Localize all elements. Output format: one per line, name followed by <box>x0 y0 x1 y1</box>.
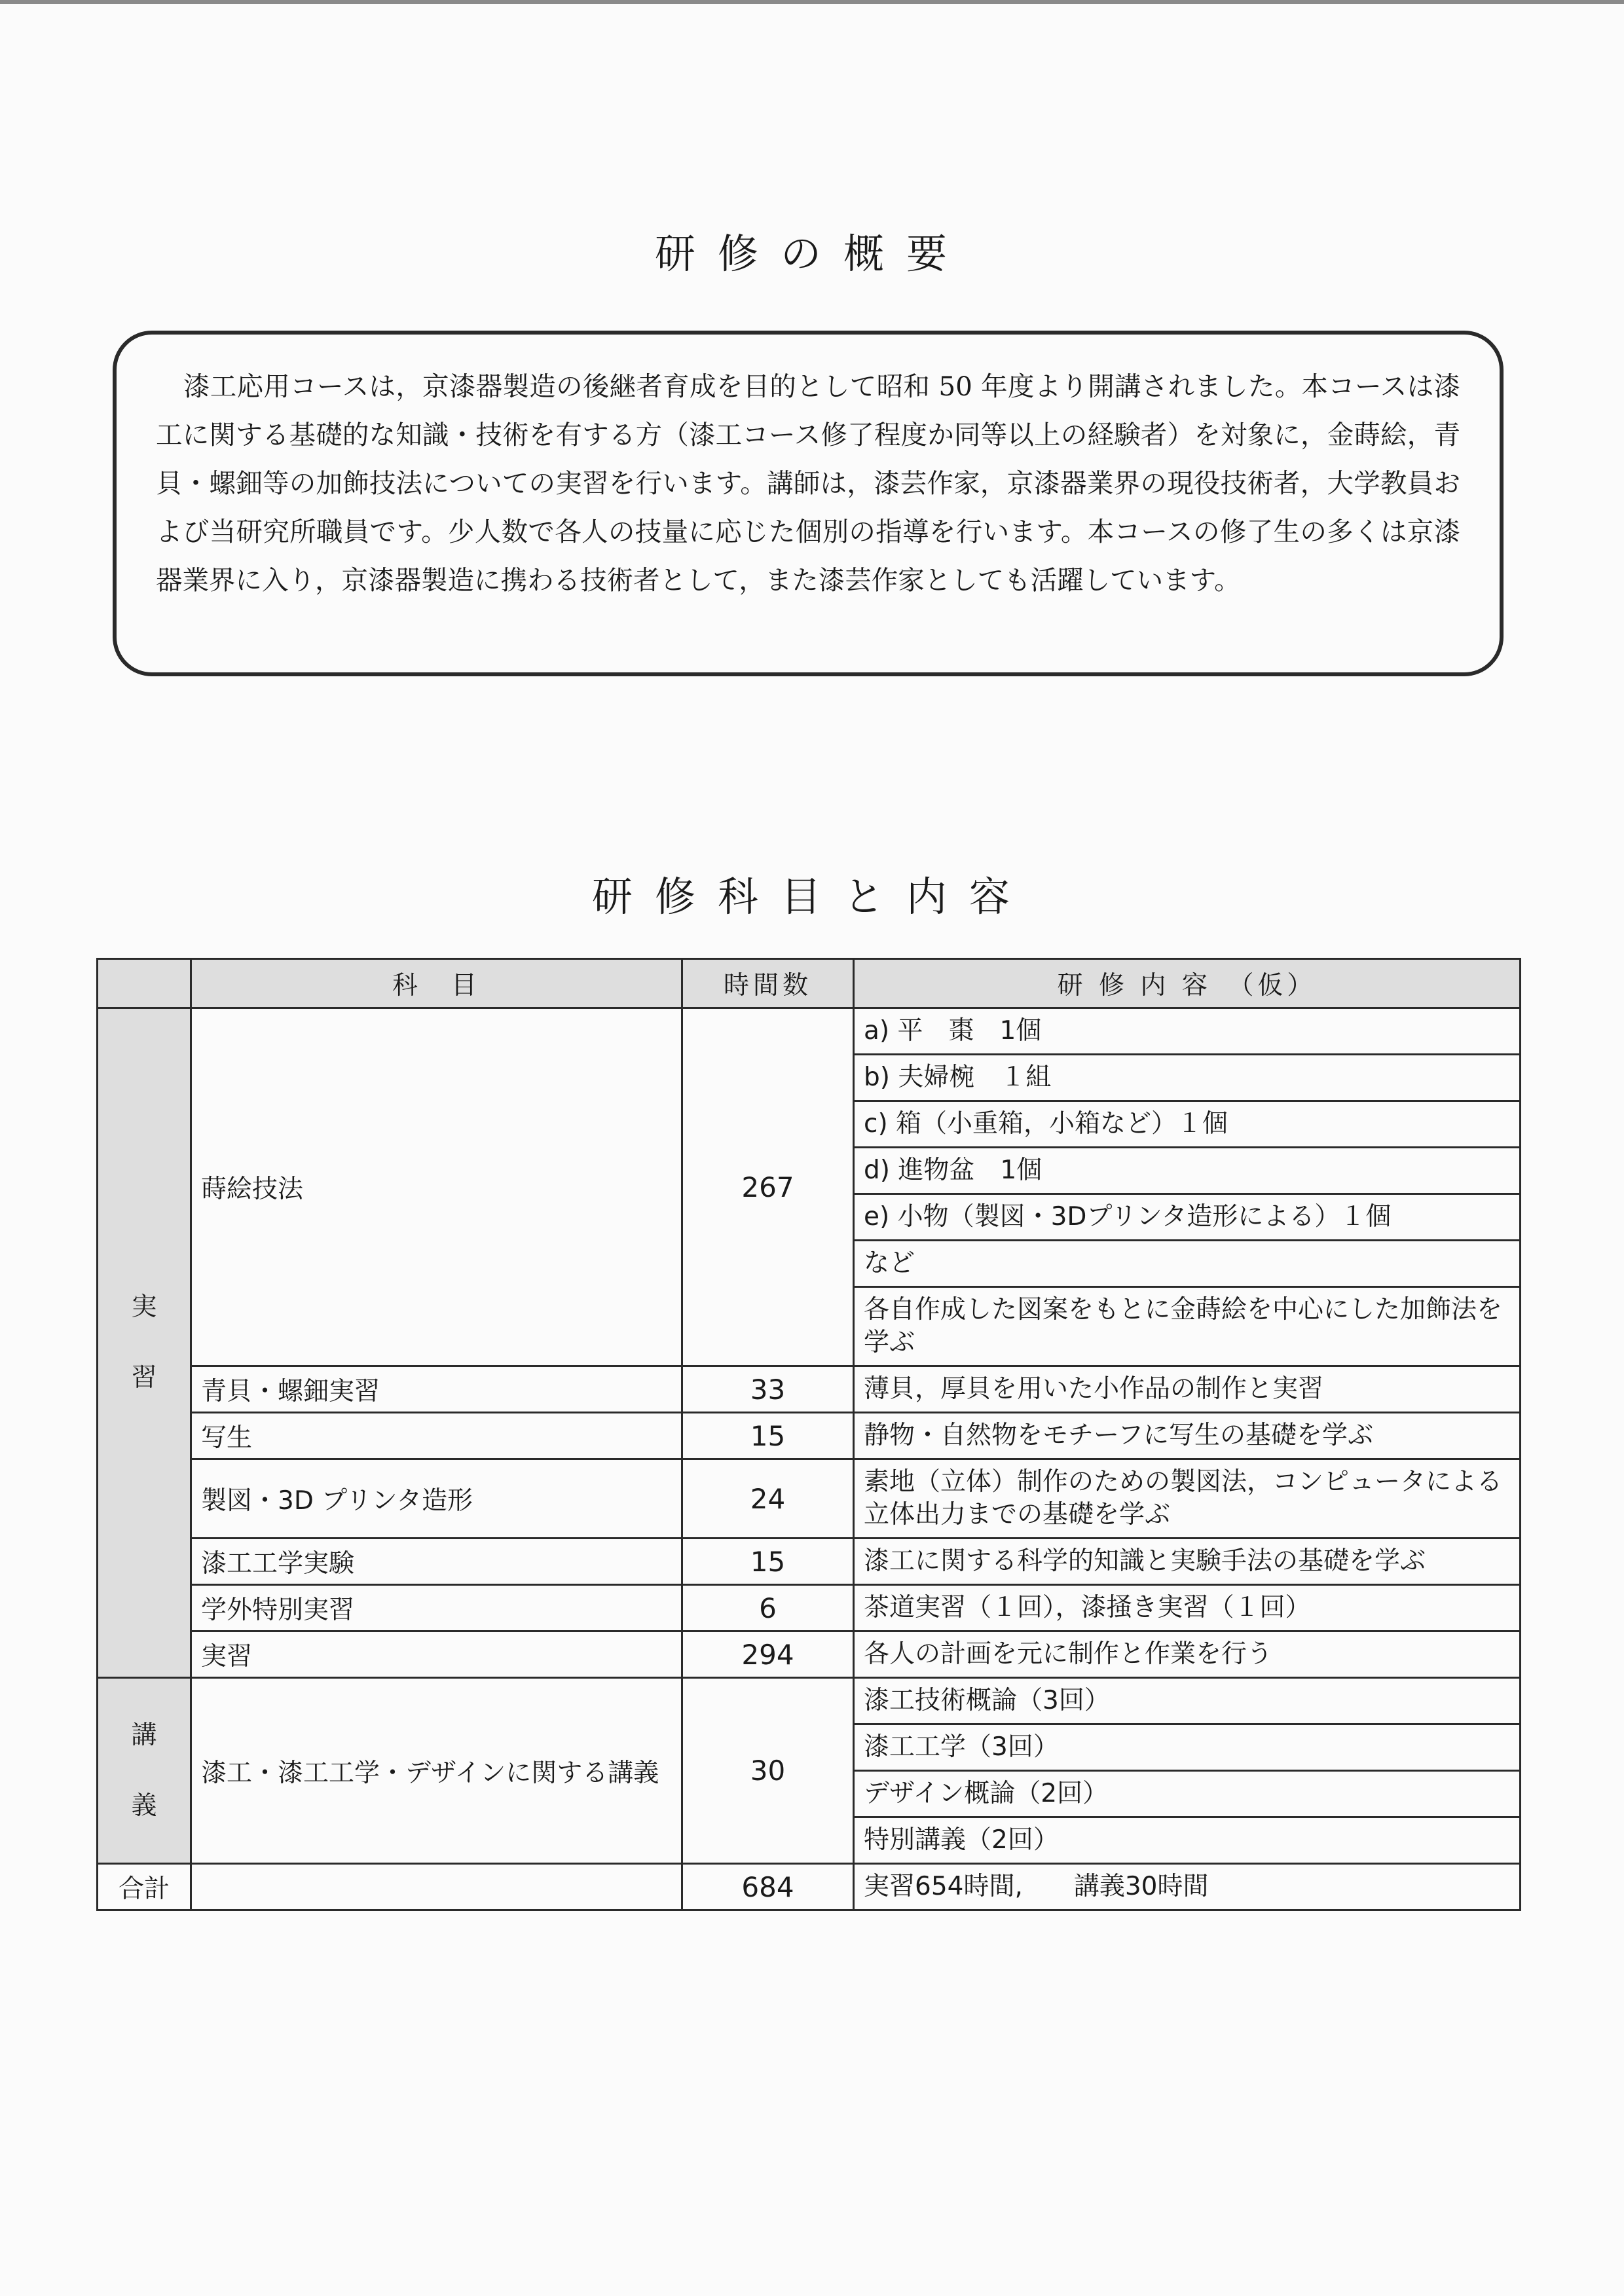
header-content: 研 修 内 容 （仮） <box>854 959 1521 1008</box>
hours-cell: 6 <box>682 1585 854 1631</box>
content-cell: 漆工技術概論（3回） <box>854 1678 1521 1724</box>
content-cell: 各人の計画を元に制作と作業を行う <box>854 1631 1521 1678</box>
content-cell: 漆工工学（3回） <box>854 1724 1521 1771</box>
content-cell: 各自作成した図案をもとに金蒔絵を中心にした加飾法を学ぶ <box>854 1287 1521 1366</box>
content-cell: 茶道実習（１回），漆掻き実習（１回） <box>854 1585 1521 1631</box>
table-row <box>98 1585 1521 1631</box>
category-practice <box>98 1008 191 1678</box>
subject-cell: 漆工・漆工工学・デザインに関する講義 <box>191 1678 682 1864</box>
curriculum-table <box>96 958 1521 1911</box>
hours-cell: 15 <box>682 1539 854 1585</box>
hours-cell: 267 <box>682 1008 854 1366</box>
content-cell: 素地（立体）制作のための製図法，コンピュータによる立体出力までの基礎を学ぶ <box>854 1459 1521 1539</box>
content-cell: 特別講義（2回） <box>854 1817 1521 1864</box>
table-row <box>98 1539 1521 1585</box>
hours-cell: 24 <box>682 1459 854 1539</box>
hours-cell: 294 <box>682 1631 854 1678</box>
content-cell: など <box>854 1241 1521 1287</box>
category-practice-bottom: 習 <box>131 1363 157 1393</box>
content-cell: c) 箱（小重箱，小箱など）１個 <box>854 1101 1521 1148</box>
subject-cell: 実習 <box>191 1631 682 1678</box>
table-row <box>98 1678 1521 1724</box>
table-row <box>98 1413 1521 1459</box>
total-row <box>98 1864 1521 1910</box>
subject-cell: 蒔絵技法 <box>191 1008 682 1366</box>
category-practice-top: 実 <box>131 1292 157 1322</box>
table-row <box>98 1459 1521 1539</box>
overview-title: 研修の概要 <box>654 230 969 278</box>
content-cell: 漆工に関する科学的知識と実験手法の基礎を学ぶ <box>854 1539 1521 1585</box>
content-cell: デザイン概論（2回） <box>854 1771 1521 1817</box>
hours-cell: 33 <box>682 1366 854 1413</box>
curriculum-title: 研修科目と内容 <box>591 873 1032 920</box>
total-content: 実習654時間, 講義30時間 <box>854 1864 1521 1910</box>
content-cell: e) 小物（製図・3Dプリンタ造形による）１個 <box>854 1194 1521 1241</box>
category-lecture <box>98 1678 191 1864</box>
total-blank-cell <box>191 1864 682 1910</box>
content-cell: a) 平 棗 1個 <box>854 1008 1521 1055</box>
subject-cell: 青貝・螺鈿実習 <box>191 1366 682 1413</box>
table-row <box>98 1366 1521 1413</box>
category-lecture-top: 講 <box>131 1720 157 1750</box>
subject-cell: 製図・3D プリンタ造形 <box>191 1459 682 1539</box>
table-header-row <box>98 959 1521 1008</box>
category-lecture-bottom: 義 <box>131 1791 157 1821</box>
table-row <box>98 1631 1521 1678</box>
top-edge-rule <box>0 0 1624 4</box>
content-cell: d) 進物盆 1個 <box>854 1148 1521 1194</box>
content-cell: b) 夫婦椀 １組 <box>854 1055 1521 1101</box>
overview-summary-box <box>113 331 1504 676</box>
table-row <box>98 1008 1521 1055</box>
overview-text: 漆工応用コースは，京漆器製造の後継者育成を目的として昭和 50 年度より開講されました。本コースは漆工に関する基礎的な知識・技術を有する方（漆工コース修了程度か同等以上の経験者）を対象に，金蒔絵，青貝・螺鈿等の加飾技法についての実習を行います。講師は，漆芸作家，京漆器業界の現役技術者，大学教員および当研究所職員です。少人数で各人の技量に応じた個別の指導を行います。本コースの修了生の多くは京漆器業界に入り，京漆器製造に携わる技術者として，また漆芸作家としても活躍しています。 <box>156 371 1460 596</box>
header-blank-cell <box>98 959 191 1008</box>
total-label: 合計 <box>98 1864 191 1910</box>
total-hours: 684 <box>682 1864 854 1910</box>
subject-cell: 写生 <box>191 1413 682 1459</box>
content-cell: 薄貝，厚貝を用いた小作品の制作と実習 <box>854 1366 1521 1413</box>
subject-cell: 漆工工学実験 <box>191 1539 682 1585</box>
content-cell: 静物・自然物をモチーフに写生の基礎を学ぶ <box>854 1413 1521 1459</box>
header-hours: 時間数 <box>682 959 854 1008</box>
subject-cell: 学外特別実習 <box>191 1585 682 1631</box>
header-subject: 科 目 <box>191 959 682 1008</box>
hours-cell: 30 <box>682 1678 854 1864</box>
hours-cell: 15 <box>682 1413 854 1459</box>
